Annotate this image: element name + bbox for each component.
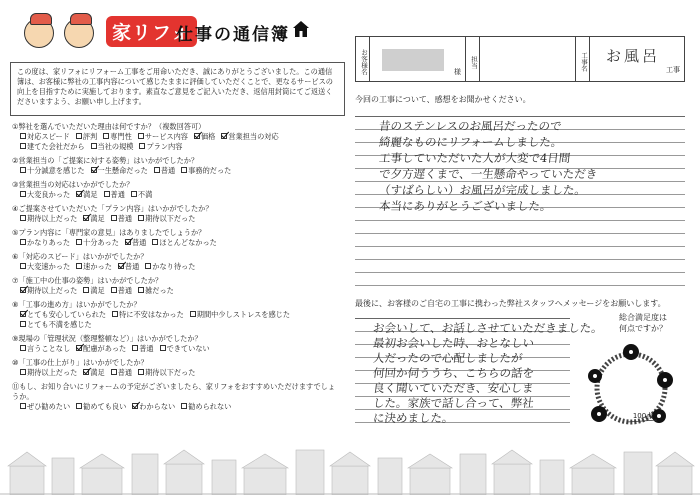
checkbox[interactable] <box>76 403 82 409</box>
answer-option-label: 価格 <box>200 132 216 141</box>
checkbox[interactable] <box>111 369 117 375</box>
answer-option[interactable] <box>111 214 132 224</box>
answer-option-label: 営業担当の対応 <box>228 132 279 141</box>
answer-option[interactable] <box>138 286 174 296</box>
checkbox[interactable] <box>111 287 117 293</box>
checkbox[interactable] <box>20 239 26 245</box>
answer-option[interactable] <box>76 402 126 412</box>
satisfaction-score: 100点 <box>632 412 654 420</box>
ruled-line <box>355 234 685 247</box>
checked-checkbox[interactable] <box>194 133 200 139</box>
answer-option[interactable] <box>20 142 85 152</box>
answer-option-label: ぜひ勧めたい <box>27 402 71 411</box>
answer-option[interactable] <box>103 132 132 142</box>
answer-option[interactable] <box>91 166 148 176</box>
checkbox[interactable] <box>20 133 26 139</box>
flower-wreath-icon <box>577 338 685 438</box>
page-title: 仕事の通信簿 <box>176 25 290 45</box>
checked-checkbox[interactable] <box>76 345 82 351</box>
answer-option[interactable] <box>125 238 146 248</box>
checked-checkbox[interactable] <box>20 287 26 293</box>
answer-option[interactable] <box>132 402 175 412</box>
answer-option-label: 期待以下だった <box>145 368 196 377</box>
answer-option[interactable] <box>20 402 70 412</box>
question-text: ⑦「施工中の仕事の姿勢」はいかがでしたか？ <box>12 276 163 285</box>
answer-option-label: 配慮があった <box>83 344 127 353</box>
answer-option[interactable] <box>20 132 70 142</box>
answer-option-label: 期待以上だった <box>27 286 78 295</box>
question-text: ⑥「対応のスピード」はいかがでしたか？ <box>12 252 148 261</box>
question-options <box>12 190 342 200</box>
checkbox[interactable] <box>20 403 26 409</box>
answer-option-label: できていない <box>166 344 210 353</box>
answer-option[interactable] <box>20 368 77 378</box>
answer-option[interactable] <box>118 262 139 272</box>
question-text: ⑩「工事の仕上がり」はいかがでしたか？ <box>12 358 148 367</box>
town-skyline-illustration <box>0 438 700 495</box>
answer-option-label: 普通 <box>117 214 133 223</box>
checkbox[interactable] <box>91 143 97 149</box>
customer-header-table <box>355 36 685 82</box>
checkbox[interactable] <box>145 263 151 269</box>
impression-prompt: 今回の工事について、感想をお聞かせください。 <box>355 95 531 104</box>
answer-option[interactable] <box>138 214 195 224</box>
answer-option-label: 事務的だった <box>188 166 232 175</box>
answer-option-label: プラン内容 <box>146 142 183 151</box>
checkbox[interactable] <box>104 191 110 197</box>
handwritten-line: 最初お会いした時、おとなしい <box>372 336 535 350</box>
question-text: ②営業担当の「ご提案に対する姿勢」はいかがでしたか？ <box>12 156 199 165</box>
checkbox[interactable] <box>20 263 26 269</box>
question-item <box>12 276 342 296</box>
satisfaction-label-line2: 何点ですか？ <box>619 324 667 333</box>
question-item <box>12 382 342 412</box>
questionnaire <box>12 122 342 416</box>
answer-option-label: 当社の規模 <box>97 142 134 151</box>
checked-checkbox[interactable] <box>132 403 138 409</box>
handwritten-line: 本当にありがとうございました。 <box>378 199 553 213</box>
handwritten-line: 綺麗なものにリフォームしました。 <box>378 135 564 149</box>
question-item <box>12 122 342 152</box>
answer-option[interactable] <box>76 238 119 248</box>
answer-option-label: 普通 <box>110 190 125 199</box>
checkbox[interactable] <box>181 403 187 409</box>
answer-option[interactable] <box>160 344 210 354</box>
handwritten-line: 昔のステンレスのお風呂だったので <box>378 119 563 133</box>
question-options <box>12 238 342 248</box>
answer-option-label: 専門性 <box>110 132 132 141</box>
answer-option[interactable] <box>20 190 70 200</box>
answer-option[interactable] <box>111 286 132 296</box>
answer-option-label: 雑だった <box>145 286 174 295</box>
checkbox[interactable] <box>138 215 144 221</box>
checked-checkbox[interactable] <box>221 133 227 139</box>
checkbox[interactable] <box>139 143 145 149</box>
answer-option[interactable] <box>132 344 153 354</box>
answer-option-label: 普通 <box>160 166 176 175</box>
left-column <box>10 6 345 426</box>
checkbox[interactable] <box>160 345 166 351</box>
checkbox[interactable] <box>20 167 26 173</box>
answer-option-label: かなりあった <box>27 238 71 247</box>
answer-option-label: 大変速かった <box>27 262 71 271</box>
answer-option-label: わからない <box>139 402 176 411</box>
question-text: ③営業担当の対応はいかがでしたか？ <box>12 180 134 189</box>
message-prompt: 最後に、お客様のご自宅の工事に携わった弊社スタッフへメッセージをお願いします。 <box>355 299 666 308</box>
checkbox[interactable] <box>132 345 138 351</box>
answer-option[interactable] <box>76 344 126 354</box>
checkbox[interactable] <box>181 167 187 173</box>
answer-option[interactable] <box>190 310 290 320</box>
checkbox[interactable] <box>138 133 144 139</box>
staff-cell <box>480 37 576 81</box>
answer-option-label: 期待以上だった <box>27 368 78 377</box>
answer-option-label: 満足 <box>90 214 105 223</box>
answer-option[interactable] <box>76 132 97 142</box>
customer-name-cell <box>370 37 466 81</box>
handwritten-line: お会いして、お話しさせていただきました。 <box>372 321 604 335</box>
question-options <box>12 286 342 296</box>
answer-option-label: 普通 <box>131 238 147 247</box>
question-item <box>12 228 342 248</box>
question-options <box>12 310 342 330</box>
checkbox[interactable] <box>138 287 144 293</box>
checkbox[interactable] <box>112 311 118 317</box>
question-text: ⑤プラン内容に「専門家の意見」はありましたでしょうか？ <box>12 228 206 237</box>
answer-option-label: 不満 <box>137 190 153 199</box>
checked-checkbox[interactable] <box>83 369 89 375</box>
question-options <box>12 402 342 412</box>
answer-option[interactable] <box>20 262 70 272</box>
checked-checkbox[interactable] <box>20 311 26 317</box>
answer-option-label: 普通 <box>139 344 154 353</box>
checkbox[interactable] <box>20 321 26 327</box>
question-options <box>12 368 342 378</box>
handwritten-line: 工事していただいた人が大変で4日間 <box>378 151 572 165</box>
answer-option[interactable] <box>104 190 125 200</box>
work-suffix: 工事 <box>666 66 680 74</box>
answer-option-label: とても安心していられた <box>27 310 107 319</box>
answer-option[interactable] <box>181 402 231 412</box>
checked-checkbox[interactable] <box>83 215 89 221</box>
question-options <box>12 214 342 224</box>
checkbox[interactable] <box>20 143 26 149</box>
answer-option[interactable] <box>20 310 106 320</box>
answer-option-label: ほとんどなかった <box>159 238 217 247</box>
question-options <box>12 262 342 272</box>
satisfaction-label-line1: 総合満足度は <box>619 313 667 322</box>
checkbox[interactable] <box>152 239 158 245</box>
answer-option[interactable] <box>181 166 231 176</box>
answer-option-label: 大変良かった <box>27 190 71 199</box>
answer-option[interactable] <box>131 190 152 200</box>
answer-option-label: サービス内容 <box>144 132 188 141</box>
answer-option-label: 期待以下だった <box>145 214 196 223</box>
answer-option[interactable] <box>91 142 134 152</box>
answer-option[interactable] <box>138 132 188 142</box>
checkbox[interactable] <box>20 369 26 375</box>
answer-option-label: 期間中少しストレスを感じた <box>196 310 291 319</box>
handwritten-line: （すばらしい）お風呂が完成しました。 <box>378 183 587 197</box>
customer-name-label: お客様名 <box>356 37 370 81</box>
checkbox[interactable] <box>20 345 26 351</box>
question-text: ⑧「工事の進め方」はいかがでしたか？ <box>12 300 141 309</box>
ruled-line <box>355 247 685 260</box>
answer-option[interactable] <box>83 286 104 296</box>
answer-option[interactable] <box>20 214 77 224</box>
answer-option-label: 満足 <box>83 190 98 199</box>
question-item <box>12 358 342 378</box>
checkbox[interactable] <box>76 239 82 245</box>
answer-option-label: 特に不安はなかった <box>119 310 184 319</box>
mascot-icon <box>64 18 94 48</box>
checkbox[interactable] <box>83 287 89 293</box>
checkbox[interactable] <box>154 167 160 173</box>
answer-option-label: 評判 <box>82 132 98 141</box>
question-item <box>12 204 342 224</box>
question-text: ①弊社を選んでいただいた理由は何ですか？（複数回答可） <box>12 122 206 131</box>
redacted-name <box>382 49 444 71</box>
checked-checkbox[interactable] <box>118 263 124 269</box>
checkbox[interactable] <box>190 311 196 317</box>
answer-option[interactable] <box>111 368 132 378</box>
checked-checkbox[interactable] <box>91 167 97 173</box>
answer-option[interactable] <box>76 190 97 200</box>
answer-option-label: 言うことなし <box>27 344 71 353</box>
intro-text: この度は、家リフォにリフォーム工事をご用命いただき、誠にありがとうございました。この通信簿は、お客様に弊社の工事内容について感じたままに評価していただくことで、更なるサービスの向上を目指すために実施しております。素直なご意見をご記入いただき、返信用封筒にてご返送くださいますよう、お願い申し上げます。 <box>10 62 345 116</box>
answer-option[interactable] <box>194 132 215 142</box>
answer-option[interactable] <box>76 262 112 272</box>
work-label: 工事名 <box>576 37 590 81</box>
answer-option[interactable] <box>20 286 77 296</box>
ruled-line <box>355 260 685 273</box>
satisfaction-label <box>598 312 688 334</box>
answer-option[interactable] <box>154 166 175 176</box>
answer-option-label: 勧められない <box>188 402 232 411</box>
checkbox[interactable] <box>76 263 82 269</box>
answer-option[interactable] <box>112 310 184 320</box>
right-column <box>355 36 690 426</box>
question-item <box>12 252 342 272</box>
answer-option[interactable] <box>83 368 104 378</box>
answer-option[interactable] <box>145 262 195 272</box>
question-text: ⑨現場の「管理状況（整理整頓など）」はいかがでしたか？ <box>12 334 202 343</box>
checkbox[interactable] <box>20 191 26 197</box>
checkbox[interactable] <box>138 369 144 375</box>
answer-option-label: 速かった <box>83 262 112 271</box>
checked-checkbox[interactable] <box>125 239 131 245</box>
answer-option[interactable] <box>20 344 70 354</box>
header-logo-row <box>18 10 338 56</box>
question-text: ④ご提案させていただいた「プラン内容」はいかがでしたか？ <box>12 204 213 213</box>
answer-option-label: 普通 <box>124 262 140 271</box>
question-item <box>12 334 342 354</box>
honorific: 様 <box>454 68 461 76</box>
answer-option-label: 満足 <box>90 286 105 295</box>
answer-option[interactable] <box>138 368 195 378</box>
question-text: ⑪もし、お知り合いにリフォームの予定がございましたら、家リフォをおすすめいただけますでしょうか。 <box>12 382 336 401</box>
answer-option-label: 対応スピード <box>27 132 70 141</box>
staff-label: 担当 <box>466 37 480 81</box>
answer-option[interactable] <box>221 132 278 142</box>
question-options <box>12 344 342 354</box>
answer-option-label: 勧めても良い <box>83 402 127 411</box>
answer-option-label: とても不満を感じた <box>27 320 92 329</box>
handwritten-line: に決めました。 <box>372 411 455 425</box>
question-item <box>12 180 342 200</box>
work-value: お風呂 <box>606 47 661 65</box>
checkbox[interactable] <box>76 133 82 139</box>
answer-option-label: 一生懸命だった <box>97 166 148 175</box>
checkbox[interactable] <box>20 215 26 221</box>
work-cell <box>590 37 684 81</box>
question-item <box>12 156 342 176</box>
handwritten-line: 人だったので心配しましたが <box>372 351 524 365</box>
handwritten-line: した。家族で話し合って、弊社 <box>372 396 535 410</box>
checked-checkbox[interactable] <box>76 191 82 197</box>
question-item <box>12 300 342 330</box>
checkbox[interactable] <box>131 191 137 197</box>
checkbox[interactable] <box>111 215 117 221</box>
answer-option-label: 建てた会社だから <box>27 142 85 151</box>
answer-option-label: 満足 <box>90 368 105 377</box>
ruled-line <box>355 221 685 234</box>
question-options <box>12 132 342 152</box>
answer-option[interactable] <box>20 320 92 330</box>
answer-option-label: かなり待った <box>152 262 196 271</box>
mascot-icon <box>24 18 54 48</box>
answer-option[interactable] <box>152 238 217 248</box>
handwritten-line: 良く聞いていただき、安心しま <box>372 381 535 395</box>
answer-option[interactable] <box>83 214 104 224</box>
checkbox[interactable] <box>103 133 109 139</box>
brand-logo: 家リフォ <box>106 16 197 47</box>
answer-option-label: 普通 <box>117 286 133 295</box>
answer-option[interactable] <box>20 166 85 176</box>
ruled-line <box>355 273 685 286</box>
answer-option-label: 十分あった <box>83 238 119 247</box>
answer-option[interactable] <box>139 142 182 152</box>
answer-option[interactable] <box>20 238 70 248</box>
answer-option-label: 十分誠意を感じた <box>27 166 85 175</box>
handwritten-line: で夕方遅くまで、一生懸命やっていただき <box>378 167 599 181</box>
handwritten-line: 何回か伺ううち、こちらの話を <box>372 366 535 380</box>
question-options <box>12 166 342 176</box>
answer-option-label: 普通 <box>117 368 133 377</box>
house-icon <box>292 20 310 38</box>
answer-option-label: 期待以上だった <box>27 214 78 223</box>
